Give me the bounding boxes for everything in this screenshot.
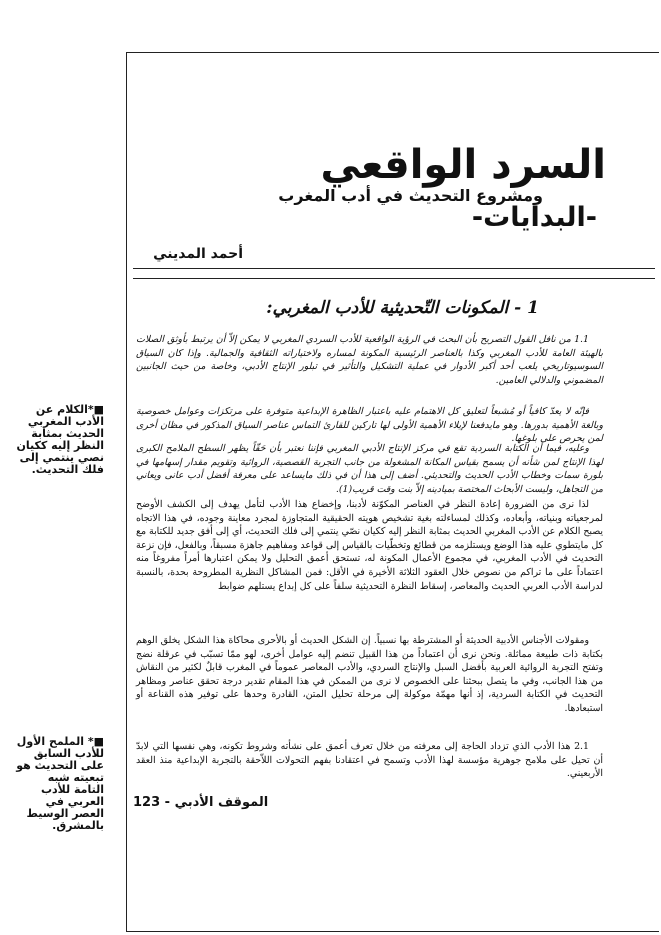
header-divider-top <box>133 268 655 269</box>
article-subtitle: ومشروع التحديث في أدب المغرب <box>278 186 543 205</box>
paragraph-2: فإنّه لا يعدّ كافياً أو مُشبعاً لتعليق كل الاهتمام عليه باعتبار الظاهرة الإبداعية متوفرة على مرتكزات وعوامل خصوصية وبالغة الأهمية بدورها. وهو مايدفعنا لإيلاء الأهمية الأولى لها تاركين للقارئ التماس عناصر السياق المذكور في مظان أخرى لمن يحرص على بلوغها. <box>136 406 603 445</box>
paragraph-3: وعليه، فيما أن الكتابة السردية تقع في مركز الإنتاج الأدبي المغربي فإننا نعتبر بأن حَقّاً يظهر السطح الملامح الكبرى لهذا الإنتاج لمن شأنه أن يسمح بقياس المكانة المشغولة من جانب التجربة القصصية، الروائية وتقويم مقدار إسهامها في بلورة سمات وخطاب الأدب الحديث والتحديثي. أضف إلى هذا أن في ذلك مايساعد على معرفة أفضل أدب عانى ويعاني من التجاهل، وليست الأبحاث المختصة بميادينه إلاّ بنت وقت قريب(1). <box>136 443 603 495</box>
header-divider-bottom <box>133 278 655 279</box>
side-note-2: ■* الملمح الأول للأدب السابق على التحديث هو تبعيته شبه التامة للأدب العربي في العصر الوسيط بالمشرق. <box>16 735 104 832</box>
article-title-secondary: -البدايات- <box>471 202 597 233</box>
page-footer: الموقف الأدبي - 123 <box>133 795 269 810</box>
article-title: السرد الواقعي <box>320 142 606 188</box>
paragraph-6: 2.1 هذا الأدب الذي تزداد الحاجة إلى معرفته من خلال تعرف أعمق على نشأته وشروط تكونه، وهي نفسها التي لابدّ أن تحيل على ملامح جوهرية مؤسسة لهذا الأدب وتسمح في اعتقادنا بفهم التحولات اللاّحقة بالتجربة الإبداعية منذ العقد الأربعيني. <box>136 741 603 780</box>
section-heading: 1 - المكونات التّحديثية للأدب المغربي: <box>266 298 539 318</box>
paragraph-4: لذا نرى من الضرورة إعادة النظر في العناصر المكوّنة لأدبنا، وإخضاع هذا الأدب لتأمل يهدف إلى الكشف الأوضح لمرجعياته وبنياته، وأبعاده، وكذلك لمساءلته بغية تشخيص هويته الحقيقية المتجاوزة لمجرد معاينة وجوده، في هذا الاتجاه يصبح الكلام عن الأدب المغربي الحديث بمثابة النظر إليه ككيان نصّي ينتمي إلى فلك التحديث، أي إلى أفق جديد للكتابة مع كل مايتطوي عليه هذا الوضع ويستلزمه من قطائع وتخطّيات بالقياس إلى قواعد ومفاهيم جاهزة مسبقاً، وبالفعل، فإن نزعة التحديث في الأدب المغربي، في مجموع الأعمال المكونة له، تستحق أعمق التحليل ولا يمكن اعتبارها أمراً مفروغاً منه اعتماداً على ما تراكم من نصوص خلال العقود الثلاثة الأخيرة في الأقل: فمن المشاكل النظرية المطروحة بحدة، بالنسبة لدراسة الأدب العربي الحديث والمعاصر، إسقاط النظرة التحديثية سلفاً على كل إبداع يستلهم ضوابط <box>136 499 603 592</box>
side-note-1: ■*الكلام عن الأدب المغربي الحديث بمثابة النظر إليه ككيان نصي ينتمي إلى فلك التحديث. <box>16 403 104 476</box>
paragraph-1: 1.1 من نافل القول التصريح بأن البحث في الرؤية الواقعية للأدب السردي المغربي لا يمكن إلاّ أن يرتبط بأوثق الصلات بالهيئة العامة للأدب المغربي وكذا بالعناصر الرئيسية المكونة لمساره ولاختياراته الثقافية والجمالية. وإذا كان السياق السوسيوتاريخي يلعب أحد أكبر الأدوار في عملية التشكيل والتأثير في تبلور الإنتاج الأدبي، وخاصة من حيث الجانبين المضموني والدلالي العامين. <box>136 334 603 386</box>
author-name: أحمد المديني <box>153 246 243 262</box>
paragraph-5: ومقولات الأجناس الأدبية الحديثة أو المشترطة بها نسبياً. إن الشكل الحديث أو بالأحرى محاكاة هذا الشكل يخلق الوهم بكتابة ذات طبيعة مماثلة. ونحن نرى أن اعتماداً من هذا القبيل تنضم إليه عوامل أخرى، لهو ممّا تسبّب في عرقلة نضج وتفتح التجربة الروائية العربية بأفضل السبل والإنتاج السردي، والأدب المعاصر عموماً في المغرب قابلٌ لكثير من النقاش من هذا الجانب، وفي ما يتصل ببحثنا على الخصوص لا نرى من الممكن في هذا المقام تقدير درجة تحقق عناصر ومظاهر التحديث في الكتابة السردية، إذ أنها مهمّة موكولة إلى مرحلة تحليل المتن، القادرة وحدها على توفير هذه القناعة أو استبعادها. <box>136 635 603 714</box>
